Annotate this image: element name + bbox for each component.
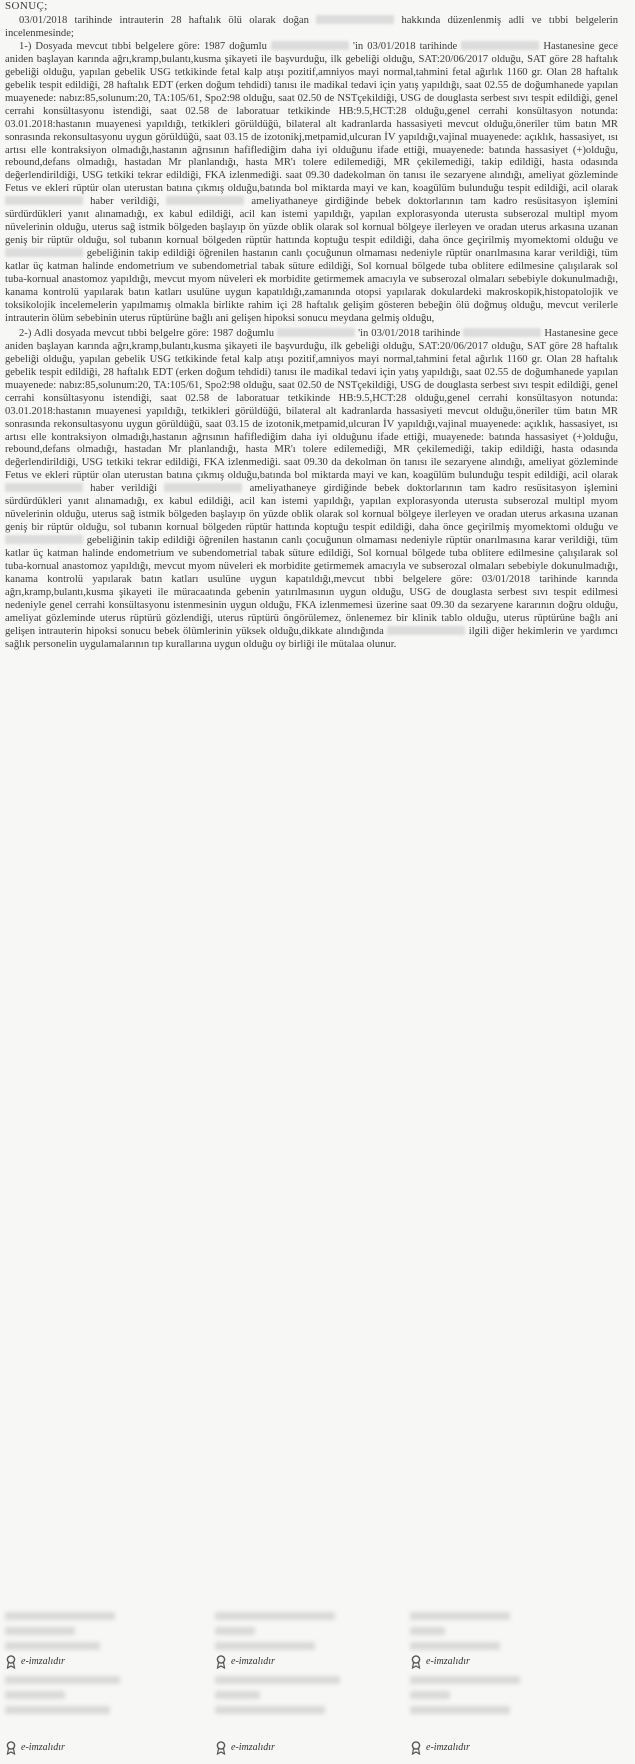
ribbon-seal-icon (5, 1741, 17, 1755)
paragraph-1: 1-) Dosyada mevcut tıbbi belgelere göre: 1987 doğumlu 'in 03/01/2018 tarihinde Hastanesine gece aniden başlayan karında ağrı,kramp,bulantı,kusma şikayeti ile başvurduğu, ilk gebeliği olduğu, SAT:20/06/2017 olduğu, SAT göre 28 haftalık gebeliği olduğu, yapılan gebelik USG tetkikinde fetal kalp atışı pozitif,amniyos mayi normal,tahmini fetal ağırlık 1160 gr. Olan 28 haftalık gebelik tespit edildiği, 28 haftalık EDT (erken doğum tehdidi) tanısı ile madikal tedavi için yatış yapıldığı, saat 02.55 de doğumhanede yapılan muayenede: nabız:85,solunum:20, TA:105/61, Spo2:98 olduğu, saat 02.50 de NSTçekildiği, USG de douglasta serbest sıvı tespit edildiği, genel cerrahi konsültasyonu istendiği, saat 02.58 de laboratuar tetkikinde HB:9.5,HCT:28 olduğu,genel cerrahi konsültasyon notunda: 03.01.2018:hastanın muayenesi yapıldığı, tetkikleri görüldüğü, bilateral alt kadranlarda hassasiyeti mevcut olduğu,öneriler tüm batın MR sonrasında rekonsultasyonu uygun görüldüğü, saat 03.15 de izotonikj,metpamid,ulcuran İV yapıldığı,vajinal muayenede: açıklık, hassasiyet, ısı artısı elle kontraksiyon olmadığı,hastanın ağrısının hafiflediğim daha iyi olduğunu ifade ettiği, muayenede: batında hassasiyet (+)olduğu, rebound,defans olmadığı, hastadan Mr planlandığı, hasta MR'ı tolere edilemediği, MR çekilemediği, takip edildiği, hasta odasında değerlendirildiği, USG tetkiki tekrar edildiği, FKA izlenmediği. saat 09.30 dadekolman ön tanısı ile sezaryene alındığı, ameliyat gözleminde Fetus ve ekleri rüptür olan uterustan batına çıkmış olduğu,batında bol miktarda mayi ve kan, koagülüm bulunduğu tespit edildiği, acil olarak haber verildiği, ameliyathaneye girdiğinde bebek doktorlarının tam kadro resüsitasyon işlemini sürdürdükleri yanıt alınamadığı, ex kabul edildiği, acil kan istemi yapıldığı, yapılan explorasyonda uterusta subserozal multipl myom nüvelerinin olduğu, uterus sağ istmik bölgeden başlayıp ön yüzde oblik olarak sol kornual bölgeye ilerleyen ve oradan uterus arkasına uzanan geniş bir rüptür olduğu, sol tubanın kornual bölgeden rüptür hattında koptuğu tespit edildiği, daha önce geçirilmiş myomektomi olduğu ve gebeliğinin takip edildiği öğrenilen hastanın canlı çocuğunun olmaması nedeniyle rüptür onarılmasına karar verildiği, tüm katlar üç katman halinde endometrium ve subendometrial tabak süture edildiği, Sol kornual bölgede tuba oblitere edilmesine çalışılarak sol tuba-kornual anastomoz yapıldığı, mevcut myom nüveleri ek morbidite getirmemek amacıyla ve subserozal olmaları sebebiyle dokunulmadığı, kanama kontrolü yapılarak batın katları usulüne uygun kapatıldığı,zamanında otopsi yapılarak dokulardeki makroskopik,histopatolojik ve toksikolojik incelemelerin yapılmamış olmakla birlikte rahim içi 28 haftalık gelişim gösteren bebeğin ölü doğmuş olduğu, mevcut verilerle intrauterin ölüm sebebinin uterus rüptürüne bağlı ani gelişen hipoksi sonucu meydana gelmiş olduğu, (5, 40, 619, 324)
e-signature-mark (215, 1741, 275, 1755)
redacted-text (164, 483, 242, 492)
intro-paragraph: 03/01/2018 tarihinde intrauterin 28 haftalık ölü olarak doğan hakkında düzenlenmiş adli ve tıbbi belgelerin incelenmesinde; (5, 15, 618, 39)
redacted-text (316, 15, 394, 24)
ribbon-seal-icon (215, 1741, 227, 1755)
signature-block (215, 1666, 395, 1761)
redacted-text (463, 328, 541, 337)
e-signature-mark (5, 1741, 65, 1755)
redacted-text (5, 483, 83, 492)
redacted-text (277, 328, 355, 337)
signature-block (410, 1666, 590, 1761)
e-signature-label: e-imzalıdır (426, 1741, 470, 1753)
redacted-text (387, 626, 465, 635)
e-signature-label: e-imzalıdır (231, 1655, 275, 1667)
redacted-text (5, 535, 83, 544)
paragraph-2: 2-) Adli dosyada mevcut tıbbi belgelre göre: 1987 doğumlu 'in 03/01/2018 tarihinde Hastanesine gece aniden başlayan karında ağrı,kramp,bulantı,kusma şikayeti ile başvurduğu, ilk gebeliği olduğu, SAT:20/06/2017 olduğu, SAT göre 28 haftalık gebeliği olduğu, yapılan gebelik USG tetkikinde fetal kalp atışı pozitif,amniyos mayi normal,tahmini fetal ağırlık 1160 gr. Olan 28 haftalık gebelik tespit edildiği, 28 haftalık EDT (erken doğum tehdidi) tanısı ile madikal tedavi için yatış yapıldığı, saat 02.55 de doğumhanede yapılan muayenede: nabız:85,solunum:20, TA:105/61, Spo2:98 olduğu, saat 02.50 de NSTçekildiği, USG de douglasta serbest sıvı tespit edildiği, genel cerrahi konsültasyonu istendiği, saat 02.58 de laboratuar tetkikinde HB:9.5,HCT:28 olduğu,genel cerrahi konsültasyon notunda: 03.01.2018:hastanın muayenesi yapıldığı, tetkikleri görüldüğü, bilateral alt kadranlarda hassasiyeti mevcut olduğu,öneriler tüm batın MR sonrasında rekonsultasyonu uygun görüldüğü, saat 03.15 de izotonik,metpamid,ulcuran İV yapıldığı,vajinal muayenede: açıklık, hassasiyet, ısı artısı elle kontraksiyon olmadığı,hastanın ağrısının hafiflediğim daha iyi olduğunu ifade ettiği, muayenede: batında hassasiyet (+)olduğu, rebound,defans olmadığı, hastadan Mr planlandığı, hasta MR'ı tolere edilemediği, MR çekilemediği, takip edildiği, hasta odasında değerlendirildiği, USG tetkiki tekrar edildiği, FKA izlenmediği. saat 09.30 da dekolman ön tanısı ile sezaryene alındığı, ameliyat gözleminde Fetus ve ekleri rüptür olan uterustan batına çıkmış olduğu,batında bol miktarda mayi ve kan, koagülüm bulunduğu tespit edildiği, acil olarak haber verildiği ameliyathaneye girdiğinde bebek doktorlarının tam kadro resüsitasyon işlemini sürdürdükleri yanıt alınamadığı, ex kabul edildiği, acil kan istemi yapıldığı, yapılan explorasyonda uterusta subserozal multipl myom nüvelerinin olduğu, uterus sağ istmik bölgeden başlayıp ön yüzde oblik olarak sol kornual bölgeye ilerleyen ve oradan uterus arkasına uzanan geniş bir rüptür olduğu, sol tubanın kornual bölgeden rüptür hattında koptuğu tespit edildiği, daha önce geçirilmiş myomektomi olduğu ve gebeliğinin takip edildiği öğrenilen hastanın canlı çocuğunun olmaması nedeniyle rüptür onarılmasına karar verildiği, tüm katlar üç katman halinde endometrium ve subendometrial tabak süture edildiği, Sol kornual bölgede tuba oblitere edilmesine çalışılarak sol tuba-kornual anastomoz yapıldığı, mevcut myom nüveleri ek morbidite getirmemek amacıyla ve subserozal olmaları sebebiyle dokunulmadığı, kanama kontrolü yapılarak batın katları usulüne uygun kapatıldığı,mevcut tıbbi belgelere göre: 03/01/2018 tarihinde karında ağrı,kramp,bulantı,kusma şikayeti ile müracaatında gebenin yatırılmasının uygun olduğu, USG de douglasta serbest sıvı tespit edilmesi nedeniyle genel cerrahi konsültasyonu istenmesinin uygun olduğu, FKA izlenmemesi üzerine saat 09.30 da sezaryene kararının doğru olduğu, ameliyat gözleminde uterus rüptürü gözlendiği, uterus rüptürü öngörülemez, önlenemez bir klinik tablo olduğu, uterus rüptürüne bağlı ani gelişen intrauterin hipoksi sonucu bebek ölümlerinin yüksek olduğu,dikkate alındığında ilgili diğer hekimlerin ve yardımcı sağlık personelin uygulamalarının tıp kurallarına uygun olduğu oy birliği ile mütalaa olunur. (5, 327, 618, 650)
e-signature-label: e-imzalıdır (21, 1741, 65, 1753)
ribbon-seal-icon (410, 1741, 422, 1755)
e-signature-label: e-imzalıdır (231, 1741, 275, 1753)
redacted-text (461, 41, 539, 50)
signature-block (5, 1666, 185, 1761)
e-signature-label: e-imzalıdır (426, 1655, 470, 1667)
section-heading: SONUÇ; (5, 0, 48, 12)
redacted-text (166, 196, 244, 205)
redacted-text (271, 41, 349, 50)
e-signature-mark (410, 1741, 470, 1755)
e-signature-label: e-imzalıdır (21, 1655, 65, 1667)
document-body (5, 15, 618, 652)
redacted-text (5, 196, 83, 205)
redacted-text (5, 248, 83, 257)
